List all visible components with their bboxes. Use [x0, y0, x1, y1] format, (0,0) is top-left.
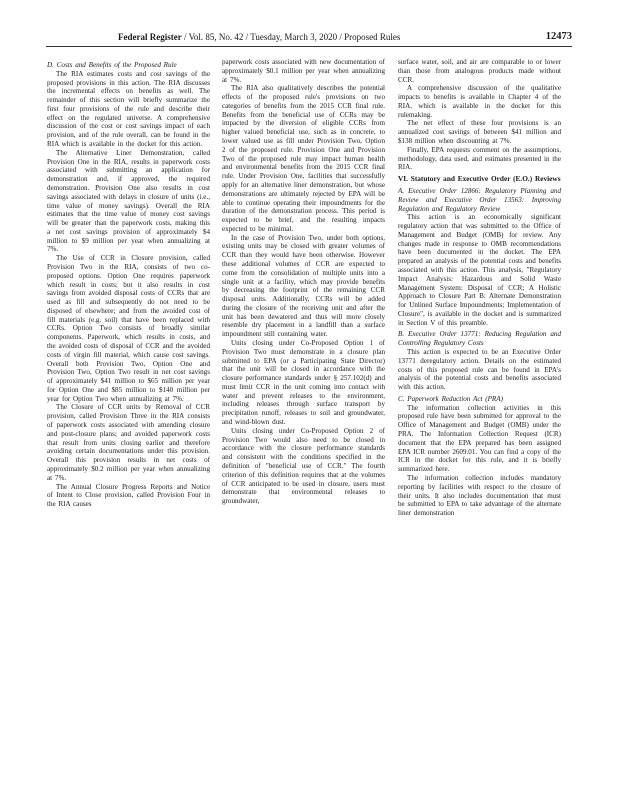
column-right	[398, 58, 561, 793]
subsection-heading: B. Executive Order 13771: Reducing Regulation and Controlling Regulatory Costs	[398, 330, 561, 348]
paragraph: paperwork costs associated with new documentation of approximately $0.1 million per year when annualizing at 7%.	[222, 58, 385, 84]
paragraph: The Use of CCR in Closure provision, called Provision Two in the RIA, consists of two co-proposed options. Option One requires paperwork which result in costs; but it also results in cost savings from avoided disposal costs of CCRs that are used as fill and subsequently do not need to be disposed of elsewhere; and from the avoided cost of fill materials (e.g. soil) that have been replaced with CCRs. Option Two consists of broadly similar components. Paperwork, which results in costs, and the avoided costs of disposal of CCR and the avoided costs of virgin fill material, which cause cost savings. Overall both Provision Two, Option One and Provision Two, Option Two result in net cost savings of approximately $41 million to $65 million per year for Option One and $85 million to $140 million per year for Option Two when annualizing at 7%.	[47, 254, 210, 403]
paragraph: Finally, EPA requests comment on the assumptions, methodology, data used, and estimates presented in the RIA.	[398, 145, 561, 172]
subsection-heading: D. Costs and Benefits of the Proposed Rule	[47, 61, 177, 69]
paragraph: Units closing under Co-Proposed Option 2 of Provision Two would also need to be closed in accordance with the closure performance standards and consistent with the conditions specified in the definition of "beneficial use of CCR." The fourth criterion of this definition requires that at the volumes of CCR anticipated to be used in closure, users must demonstrate that environmental releases to groundwater,	[222, 426, 385, 506]
paragraph: A comprehensive discussion of the qualitative impacts to benefits is available in Chapter 4 of the RIA, which is available in the docket for this rulemaking.	[398, 84, 561, 119]
paragraph: Units closing under Co-Proposed Option 1 of Provision Two must demonstrate in a closure plan submitted to EPA (or a Participating State Director) that the unit will be closed in accordance with the closure performance standards under § 257.102(d) and must limit CCR in the unit coming into contact with water and prevent releases to the environment, including releases through surface transport by precipitation runoff, releases to soil and groundwater, and wind-blown dust.	[222, 339, 385, 427]
paragraph: This action is expected to be an Executive Order 13771 deregulatory action. Details on the estimated costs of this proposed rule can be found in EPA's analysis of the potential costs and benefits associated with this action.	[398, 348, 561, 392]
column-middle	[222, 58, 385, 793]
issue-info: / Vol. 85, No. 42 / Tuesday, March 3, 2020 / Proposed Rules	[181, 32, 401, 42]
paragraph: The Closure of CCR units by Removal of CCR provision, called Provision Three in the RIA consists of paperwork costs associated with amending closure and post-closure plans; and avoided paperwork costs that result from units closing earlier and therefore avoiding certain documentations under this provision. Overall this provision results in net costs of approximately $0.2 million per year when annualizing at 7%.	[47, 403, 210, 482]
paragraph: surface water, soil, and air are comparable to or lower than those from analogous products made without CCR.	[398, 58, 561, 84]
subsection-heading: C. Paperwork Reduction Act (PRA)	[398, 394, 503, 403]
paragraph: The information collection activities in this proposed rule have been submitted for approval to the Office of Management and Budget (OMB) under the PRA. The Information Collection Request (ICR) document that the EPA prepared has been assigned EPA ICR number 2609.01. You can find a copy of the ICR in the docket for this rule, and it is briefly summarized here.	[398, 403, 561, 474]
paragraph: The net effect of these four provisions is an annualized cost savings of between $41 million and $138 million when discounting at 7%.	[398, 119, 561, 146]
paragraph: The information collection includes mandatory reporting by facilities with respect to the closure of their units. It also includes documentation that must be submitted to EPA to take advantage of the alternate liner demonstration	[398, 473, 561, 518]
paragraph: The RIA also qualitatively describes the potential effects of the proposed rule's provisions on two categories of benefits from the 2015 CCR final rule. Benefits from the beneficial use of CCRs may be impacted by the diversion of eligible CCRs from higher valued beneficial use, such as in concrete, to lower valued use as fill under Provision Two, Option 2 of the proposed rule. Provision One and Provision Two of the proposed rule may impact human health and environmental benefits from the 2015 CCR final rule. Under Provision One, facilities that successfully apply for an alternative liner demonstration, but whose demonstrations are ultimately rejected by EPA will be able to continue operating their impoundments for the duration of the demonstration process. This period is expected to be brief, and the resulting impacts expected to be minimal.	[222, 84, 385, 233]
column-left	[47, 58, 210, 793]
page-number: 12473	[545, 31, 572, 42]
running-header	[46, 30, 572, 47]
section-heading: VI. Statutory and Executive Order (E.O.) Reviews	[398, 174, 561, 184]
journal-masthead	[118, 30, 400, 44]
journal-title: Federal Register	[118, 32, 182, 42]
paragraph: The RIA estimates costs and cost savings of the proposed provisions in this action. The RIA discusses the incremental effects on benefits as well. The remainder of this section will briefly summarize the first four provisions of the rule and describe their effect on the regulated universe. A comprehensive discussion of the cost or cost savings impact of each provision, and of the rule overall, can be found in the RIA which is available in the docket for this action.	[47, 69, 210, 149]
paragraph: This action is an economically significant regulatory action that was submitted to the Office of Management and Budget (OMB) for review. Any changes made in response to OMB recommendations have been documented in the docket. The EPA prepared an analysis of the potential costs and benefits associated with this action. This analysis, "Regulatory Impact Analysis: Hazardous and Solid Waste Management System: Disposal of CCR; A Holistic Approach to Closure Part B: Alternate Demonstration for Unlined Surface Impoundments; Implementation of Closure", is available in the docket and is summarized in Section V of this preamble.	[398, 213, 561, 327]
paragraph: The Annual Closure Progress Reports and Notice of Intent to Close provision, called Provision Four in the RIA causes	[47, 482, 210, 509]
paragraph: The Alternative Liner Demonstration, called Provision One in the RIA, results in paperwork costs associated with submitting an application for demonstration and, if approved, the required demonstration. Provision One also results in cost savings associated with delays in closure of units (i.e., time value of money savings). Overall the RIA estimates that the time value of money cost savings will be greater than the paperwork costs, making this a net cost savings provision of approximately $4 million to $9 million per year when annualizing at 7%.	[47, 148, 210, 254]
subsection-heading: A. Executive Order 12866: Regulatory Planning and Review and Executive Order 13563: Improving Regulation and Regulatory Review	[398, 186, 561, 213]
paragraph: In the case of Provision Two, under both options, existing units may be closed with greater volumes of CCR than they would have been otherwise. However these additional volumes of CCR are expected to come from the consolidation of multiple units into a single unit at a facility, which may provide benefits by decreasing the footprint of the remaining CCR disposal units. Additionally, CCRs will be added during the closure of the receiving unit and after the unit has been dewatered and thus will more closely resemble dry placement in a landfill than a surface impoundment still containing water.	[222, 233, 385, 339]
